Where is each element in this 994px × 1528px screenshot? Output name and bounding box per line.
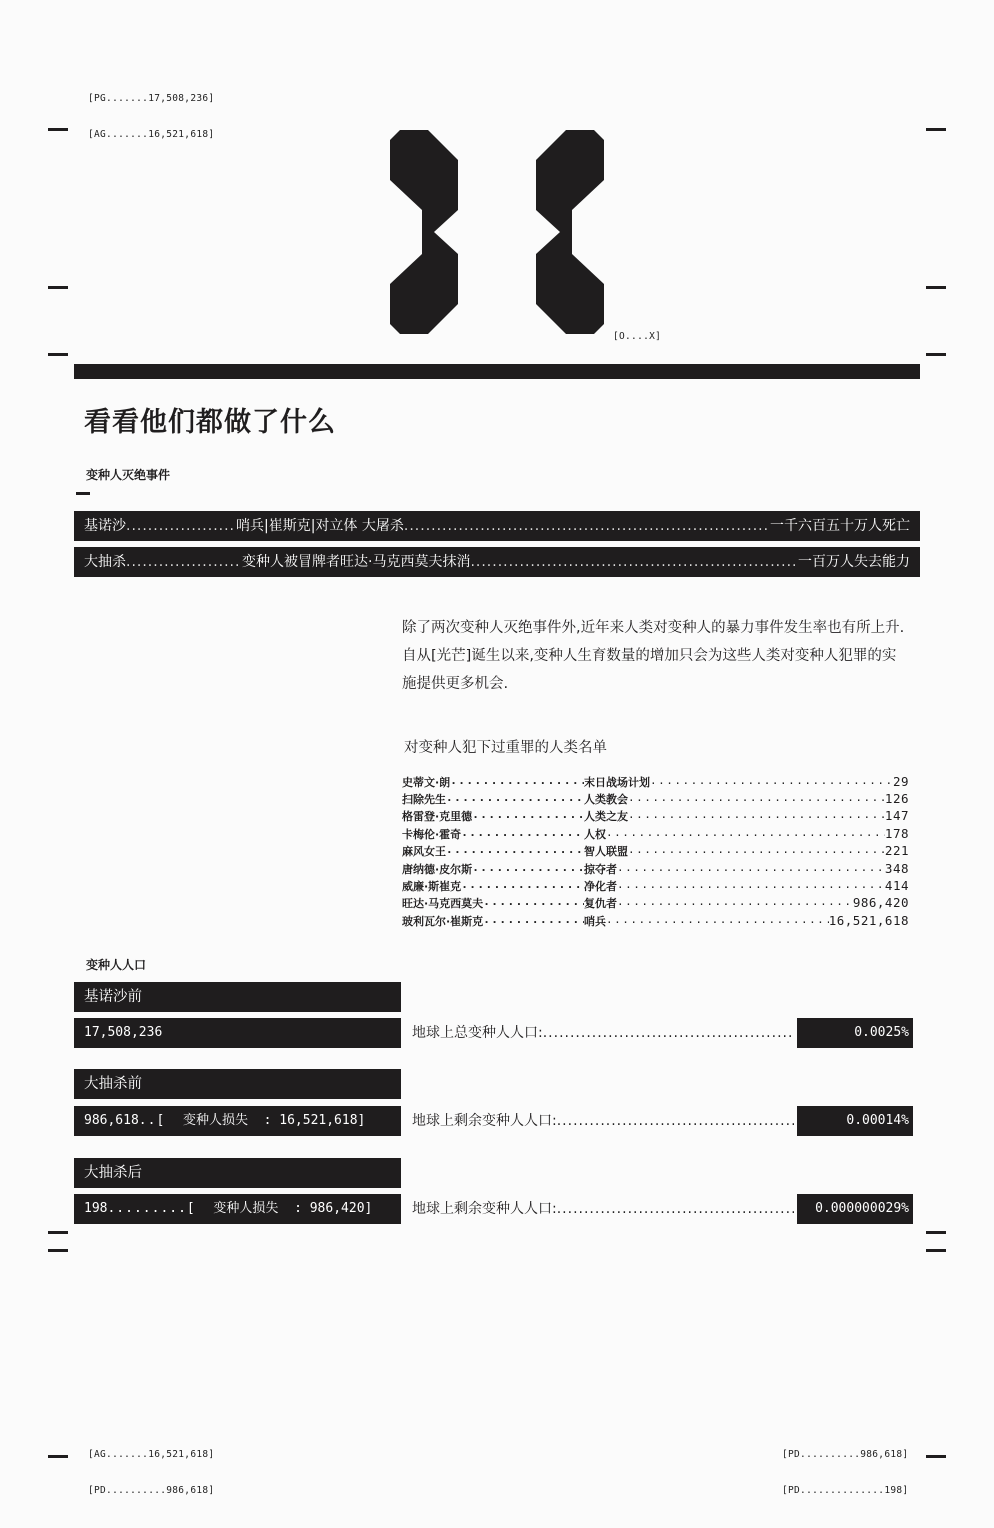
registration-mark [48, 1249, 68, 1252]
population-value [74, 1018, 401, 1048]
leader-dots [650, 774, 893, 790]
leader-dots [483, 913, 584, 929]
crimes-list [402, 773, 909, 930]
loss-value: 986,420 [309, 1201, 365, 1216]
leader-dots [628, 791, 885, 807]
registration-mark [926, 128, 946, 131]
organization-name: 智人联盟 [584, 845, 628, 859]
loss-value: 16,521,618 [279, 1113, 358, 1128]
code-line: [PD..............198] [782, 1485, 909, 1496]
code-block-top-left [88, 69, 214, 153]
page-title: 看看他们都做了什么 [84, 407, 336, 438]
event-result: 一百万人失去能力 [798, 554, 910, 570]
code-block-bottom-left [88, 1425, 214, 1509]
crime-row [402, 895, 909, 912]
section-title-population: 变种人人口 [86, 958, 147, 972]
perpetrator-name: 卡梅伦·霍奇 [402, 827, 462, 841]
loss-label: 变种人损失 [213, 1201, 279, 1216]
registration-mark [48, 1455, 68, 1458]
leader-dots [126, 511, 236, 541]
population-label: 大抽杀前 [74, 1069, 401, 1099]
code-block-bottom-right [782, 1425, 908, 1509]
crime-row [402, 912, 909, 929]
leader-dots [461, 878, 584, 894]
extinction-row [74, 511, 920, 541]
population-description [412, 1018, 794, 1048]
event-result: 一千六百五十万人死亡 [770, 518, 910, 534]
crime-row [402, 825, 909, 842]
population-percent: 0.000000029% [797, 1194, 913, 1224]
victim-count: 147 [884, 808, 909, 824]
victim-count: 986,420 [852, 895, 909, 911]
leader-dots [446, 843, 584, 859]
victim-count: 126 [884, 791, 909, 807]
population-desc-text: 地球上剩余变种人人口: [412, 1201, 557, 1217]
code-line: [PD..........986,618] [88, 1485, 215, 1496]
population-percent: 0.00014% [797, 1106, 913, 1136]
population-value: 986,618 ..[ 变种人损失 : 16,521,618 ] [74, 1106, 401, 1136]
victim-count: 29 [892, 773, 909, 789]
population-count: 986,618 [84, 1113, 139, 1128]
leader-dots [617, 861, 885, 877]
population-label: 大抽杀后 [74, 1158, 401, 1188]
population-count: 17,508,236 [84, 1025, 163, 1040]
leader-dots [628, 808, 885, 824]
organization-name: 净化者 [584, 880, 617, 894]
leader-dots [617, 878, 885, 894]
population-description [412, 1194, 794, 1224]
victim-count: 348 [884, 860, 909, 876]
organization-name: 掠夺者 [584, 862, 617, 876]
registration-mark [48, 286, 68, 289]
population-count: 198 [84, 1201, 108, 1216]
victim-count: 414 [884, 878, 909, 894]
leader-dots [557, 1106, 794, 1136]
leader-dots [446, 791, 584, 807]
victim-count: 16,521,618 [828, 912, 909, 928]
leader-dots [472, 861, 584, 877]
crime-row [402, 773, 909, 790]
extinction-row [74, 547, 920, 577]
leader-dots [543, 1018, 794, 1048]
leader-dots [461, 826, 584, 842]
perpetrator-name: 麻风女王 [402, 845, 446, 859]
perpetrator-name: 唐纳德·皮尔斯 [402, 862, 473, 876]
organization-name: 末日战场计划 [584, 775, 650, 789]
crime-row [402, 877, 909, 894]
crimes-list-title: 对变种人犯下过重罪的人类名单 [404, 740, 607, 756]
leader-dots [483, 895, 584, 911]
registration-mark [48, 1231, 68, 1234]
leader-dots [472, 808, 584, 824]
population-description [412, 1106, 794, 1136]
header-rule [74, 364, 920, 379]
registration-mark [76, 492, 90, 495]
leader-dots [606, 913, 829, 929]
crime-row [402, 860, 909, 877]
crime-row [402, 790, 909, 807]
population-label: 基诺沙前 [74, 982, 401, 1012]
code-line: [AG.......16,521,618] [88, 1449, 215, 1460]
registration-mark [926, 1455, 946, 1458]
code-line: [PD..........986,618] [782, 1449, 909, 1460]
leader-dots [450, 774, 584, 790]
population-percent: 0.0025% [797, 1018, 913, 1048]
leader-dots [557, 1194, 794, 1224]
organization-name: 人类教会 [584, 793, 628, 807]
registration-mark [926, 353, 946, 356]
victim-count: 221 [884, 843, 909, 859]
organization-name: 复仇者 [584, 897, 617, 911]
leader-dots [404, 511, 770, 541]
organization-name: 人类之友 [584, 810, 628, 824]
perpetrator-name: 扫除先生 [402, 793, 446, 807]
perpetrator-name: 史蒂文·朗 [402, 775, 451, 789]
organization-name: 人权 [584, 827, 606, 841]
loss-label: 变种人损失 [182, 1113, 248, 1128]
leader-dots [470, 547, 798, 577]
population-desc-text: 地球上剩余变种人人口: [412, 1113, 557, 1129]
registration-mark [926, 1249, 946, 1252]
section-title-extinction: 变种人灭绝事件 [86, 468, 171, 482]
population-value: 198 .........[ 变种人损失 : 986,420 ] [74, 1194, 401, 1224]
perpetrator-name: 威廉·斯崔克 [402, 880, 462, 894]
perpetrator-name: 旺达·马克西莫夫 [402, 897, 484, 911]
crime-row [402, 843, 909, 860]
x-logo-icon [388, 128, 606, 336]
event-description: 哨兵|崔斯克|对立体 大屠杀 [236, 518, 404, 534]
event-name: 基诺沙 [84, 518, 126, 534]
registration-mark [48, 353, 68, 356]
event-description: 变种人被冒牌者旺达·马克西莫夫抹消 [242, 554, 471, 570]
perpetrator-name: 玻利瓦尔·崔斯克 [402, 914, 484, 928]
registration-mark [48, 128, 68, 131]
leader-dots [606, 826, 885, 842]
victim-count: 178 [884, 825, 909, 841]
perpetrator-name: 格雷登·克里德 [402, 810, 473, 824]
crime-row [402, 808, 909, 825]
intro-paragraph: 除了两次变种人灭绝事件外,近年来人类对变种人的暴力事件发生率也有所上升.自从[光芒]诞生以来,变种人生育数量的增加只会为这些人类对变种人犯罪的实施提供更多机会. [402, 620, 905, 692]
code-line: [O....X] [613, 331, 662, 342]
population-desc-text: 地球上总变种人人口: [412, 1025, 543, 1041]
leader-dots [126, 547, 242, 577]
registration-mark [926, 286, 946, 289]
code-line: [AG.......16,521,618] [88, 129, 215, 140]
code-line: [PG.......17,508,236] [88, 93, 215, 104]
leader-dots [617, 895, 853, 911]
organization-name: 哨兵 [584, 914, 606, 928]
leader-dots [628, 843, 885, 859]
registration-mark [926, 1231, 946, 1234]
event-name: 大抽杀 [84, 554, 126, 570]
